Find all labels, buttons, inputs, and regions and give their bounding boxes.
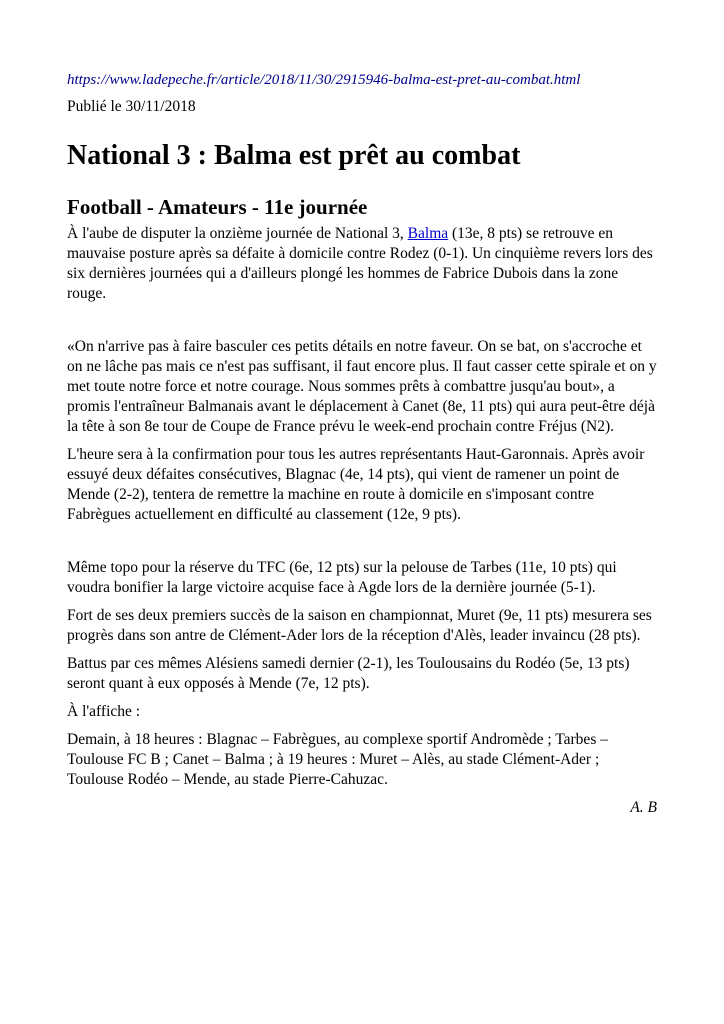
schedule-paragraph: Demain, à 18 heures : Blagnac – Fabrègues, au complexe sportif Andromède ; Tarbes – Toulouse FC B ; Canet – Balma ; à 19 heures : Muret – Alès, au stade Clément-Ader ; Toulouse Rodéo – Mende, au stade Pierre-Cahuzac. [67, 731, 608, 788]
rodeo-paragraph: Battus par ces mêmes Alésiens samedi dernier (2-1), les Toulousains du Rodéo (5e, 13 pts) seront quant à eux opposés à Mende (7e, 12 pts). [67, 655, 630, 692]
muret-paragraph: Fort de ses deux premiers succès de la saison en championnat, Muret (9e, 11 pts) mesurera ses progrès dans son antre de Clément-Ader lors de la réception d'Alès, leader invaincu (28 pts). [67, 607, 652, 644]
intro-paragraph [67, 224, 657, 304]
source-url-link[interactable]: https://www.ladepeche.fr/article/2018/11/30/2915946-balma-est-pret-au-combat.html [67, 72, 581, 88]
article-title: National 3 : Balma est prêt au combat [67, 140, 521, 171]
tfc-paragraph: Même topo pour la réserve du TFC (6e, 12 pts) sur la pelouse de Tarbes (11e, 10 pts) qui voudra bonifier la large victoire acquise face à Agde lors de la dernière journée (5-1). [67, 559, 617, 596]
article-subtitle: Football - Amateurs - 11e journée [67, 195, 368, 219]
intro-text-before: À l'aube de disputer la onzième journée de National 3, [67, 225, 408, 242]
published-date: Publié le 30/11/2018 [67, 98, 196, 115]
author-signature: A. B [630, 799, 657, 816]
confirmation-paragraph: L'heure sera à la confirmation pour tous les autres représentants Haut-Garonnais. Après avoir essuyé deux défaites consécutives, Blagnac (4e, 14 pts), qui vient de ramener un point de Mende (2-2), tentera de remettre la machine en route à domicile en s'imposant contre Fabrègues actuellement en difficulté au classement (12e, 9 pts). [67, 446, 645, 523]
quote-paragraph: «On n'arrive pas à faire basculer ces petits détails en notre faveur. On se bat, on s'accroche et on ne lâche pas mais ce n'est pas suffisant, il faut encore plus. Il faut casser cette spirale et on y met toute notre force et notre courage. Nous sommes prêts à combattre jusqu'au bout», a promis l'entraîneur Balmanais avant le déplacement à Canet (8e, 11 pts) qui aura peut-être déjà la tête à son 8e tour de Coupe de France prévu le week-end prochain contre Fréjus (N2). [67, 338, 657, 435]
intro-text-after: (13e, 8 pts) se retrouve en mauvaise posture après sa défaite à domicile contre Rodez (0-1). Un cinquième revers lors des six dernières journées qui a d'ailleurs plongé les hommes de Fabrice Dubois dans la zone rouge. [67, 225, 653, 302]
balma-link[interactable]: Balma [407, 225, 449, 242]
affiche-label: À l'affiche : [67, 703, 141, 720]
